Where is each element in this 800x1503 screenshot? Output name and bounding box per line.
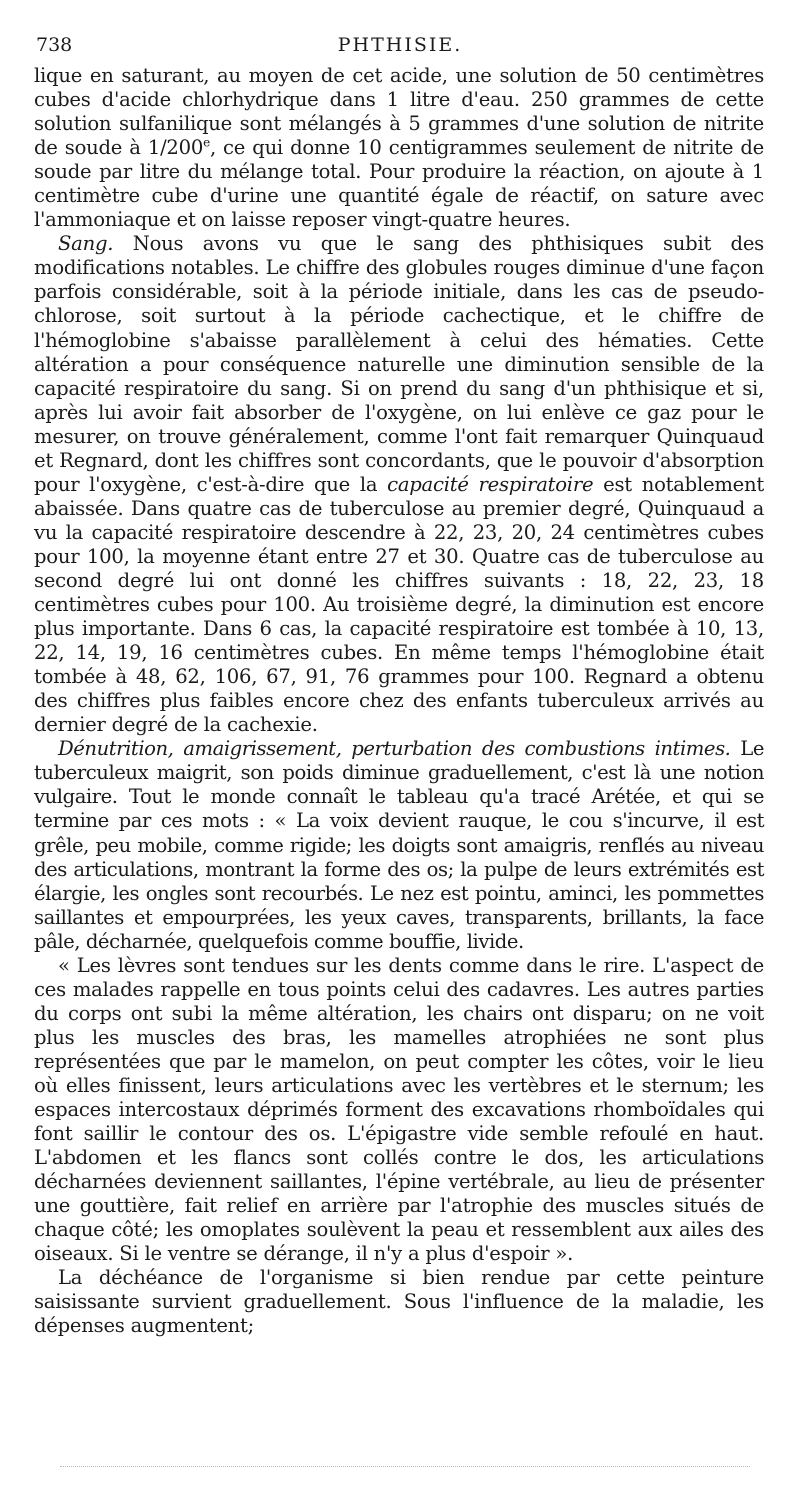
superscript-e: e (203, 135, 210, 150)
page-header (36, 32, 764, 58)
paragraph-text-continued: est notablement abaissée. Dans quatre cas de tuberculose au premier degré, Quinquaud a vu la capacité respiratoire descendre à 22, 23, 20, 24 centimètres cubes pour 100, la moyenne étant entre 27 et 30. Quatre cas de tuberculose au second degré lui ont donné les chiffres suivants : 18, 22, 23, 18 centimètres cubes pour 100. Au troisième degré, la diminution est encore plus importante. Dans 6 cas, la capacité respiratoire est tombée à 10, 13, 22, 14, 19, 16 centimètres cubes. En même temps l'hémoglobine était tombée à 48, 62, 106, 67, 91, 76 grammes pour 100. Regnard a obtenu des chiffres plus faibles encore chez des enfants tuberculeux arrivés au dernier degré de la cachexie. (34, 472, 765, 737)
footer-dotted-rule (60, 1466, 750, 1467)
paragraph-text: « Les lèvres sont tendues sur les dents comme dans le rire. L'aspect de ces malades rappelle en tous points celui des cadavres. Les autres parties du corps ont subi la même altération, les chairs ont disparu; on ne voit plus les muscles des bras, les mamelles atrophiées ne sont plus représentées que par le mamelon, on peut compter les côtes, voir le lieu où elles finissent, leurs articulations avec les vertèbres et le sternum; les espaces intercostaux déprimés forment des excavations rhomboïdales qui font saillir le contour des os. L'épigastre vide semble refoulé en haut. L'abdomen et les flancs sont collés contre le dos, les articulations décharnées deviennent saillantes, l'épine vertébrale, au lieu de présenter une gouttière, fait relief en arrière par l'atrophie des muscles situés de chaque côté; les omoplates soulèvent la peau et ressemblent aux ailes des oiseaux. Si le ventre se dérange, il n'y a plus d'espoir ». (34, 953, 764, 1266)
paragraph-denutrition (34, 737, 764, 953)
section-title-sang: Sang. (58, 232, 114, 256)
paragraph-text-continued: , ce qui donne 10 centigrammes seulement de nitrite de soude par litre du mélange total. Pour produire la réaction, on ajoute à 1 centimètre cube d'urine une quantité égale de réactif, on sature avec l'ammoniaque et on laisse reposer vingt-quatre heures. (34, 136, 764, 232)
paragraph-quotation-areteus (34, 954, 764, 1267)
paragraph-text: Nous avons vu que le sang des phthisiques subit des modifications notables. Le chiffre des globules rouges diminue d'une façon parfois considérable, soit à la période initiale, dans les cas de pseudo-chlorose, soit surtout à la période cachectique, et le chiffre de l'hémoglobine s'abaisse parallèlement à celui des hématies. Cette altération a pour conséquence naturelle une diminution sensible de la capacité respiratoire du sang. Si on prend du sang d'un phthisique et si, après lui avoir fait absorber de l'oxygène, on lui enlève ce gaz pour le mesurer, on trouve généralement, comme l'ont fait remarquer Quinquaud et Regnard, dont les chiffres sont concordants, que le pouvoir d'absorption pour l'oxygène, c'est-à-dire que la (34, 232, 764, 496)
paragraph-reagent-preparation (34, 64, 764, 232)
emphasis-capacite-respiratoire: capacité respiratoire (387, 472, 594, 496)
page-number: 738 (36, 34, 73, 56)
paragraph-text: La déchéance de l'organisme si bien rendue par cette peinture saisissante survient graduellement. Sous l'influence de la maladie, les dépenses augmentent; (34, 1266, 764, 1338)
section-title-denutrition: Dénutrition, amaigrissement, perturbation des combustions intimes. (58, 737, 731, 761)
paragraph-decheance (34, 1266, 764, 1338)
running-title: PHTHISIE. (337, 34, 463, 56)
body-text (34, 64, 764, 1338)
paragraph-sang (34, 232, 764, 737)
paragraph-text: Le tuberculeux maigrit, son poids diminue graduellement, c'est là une notion vulgaire. Tout le monde connaît le tableau qu'a tracé Arétée, et qui se termine par ces mots : « La voix devient rauque, le cou s'incurve, il est grêle, peu mobile, comme rigide; les doigts sont amaigris, renflés au niveau des articulations, montrant la forme des os; la pulpe de leurs extrémités est élargie, les ongles sont recourbés. Le nez est pointu, aminci, les pommettes saillantes et empourprées, les yeux caves, transparents, brillants, la face pâle, décharnée, quelquefois comme bouffie, livide. (34, 737, 764, 953)
paragraph-text: lique en saturant, au moyen de cet acide, une solution de 50 centimètres cubes d'acide chlorhydrique dans 1 litre d'eau. 250 grammes de cette solution sulfanilique sont mélangés à 5 grammes d'une solution de nitrite de soude à 1/200 (34, 64, 764, 160)
